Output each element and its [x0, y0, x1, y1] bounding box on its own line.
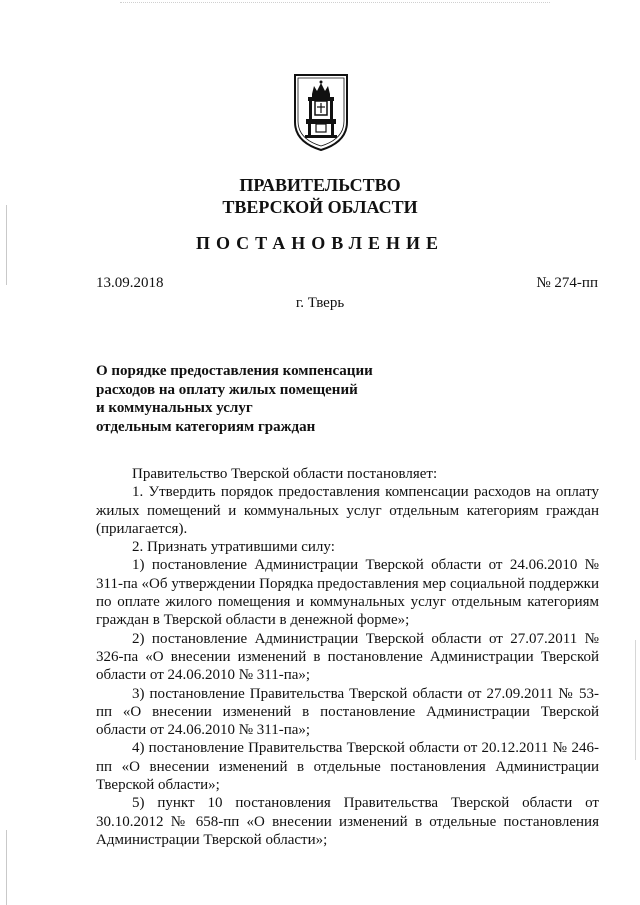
body-paragraph: 2. Признать утратившими силу:: [132, 539, 335, 556]
body-paragraph: 2) постановление Администрации Тверской области от 27.07.2011 № 326-па «О внесении изменений в постановление Администрации Тверской области от 24.06.2010 № 311-па»;: [96, 630, 599, 684]
authority-name: [0, 174, 640, 218]
document-title: [96, 362, 373, 436]
title-line-2: расходов на оплату жилых помещений: [96, 381, 358, 398]
body-paragraph: 1. Утвердить порядок предоставления компенсации расходов на оплату жилых помещений и коммунальных услуг отдельным категориям граждан (прилагается).: [96, 484, 599, 537]
title-line-1: О порядке предоставления компенсации: [96, 363, 373, 379]
coat-of-arms-icon: [292, 72, 350, 152]
body-paragraph: Правительство Тверской области постановляет:: [132, 466, 438, 482]
body-paragraph: 4) постановление Правительства Тверской области от 20.12.2011 № 246-пп «О внесении изменений в отдельные постановления Администрации Тверской области»;: [96, 740, 599, 794]
title-line-3: и коммунальных услуг: [96, 400, 253, 416]
document-city: г. Тверь: [295, 295, 345, 311]
body-paragraph: 1) постановление Администрации Тверской области от 24.06.2010 № 311-па «Об утверждении Порядка предоставления мер социальной поддержки по оплате жилого помещения и коммунальных услуг отдельным категориям граждан в Тверской области в денежной форме»;: [96, 557, 599, 629]
document-number: № 274-пп: [536, 275, 598, 291]
scan-artifact-left-edge-bottom: [6, 830, 7, 905]
scan-artifact-right-edge: [635, 640, 636, 760]
body-paragraph: 3) постановление Правительства Тверской области от 27.09.2011 № 53-пп «О внесении изменений в постановление Администрации Тверской области от 24.06.2010 № 311-па»;: [96, 685, 599, 739]
authority-line-1: ПРАВИТЕЛЬСТВО: [239, 175, 401, 195]
document-body: [96, 465, 599, 849]
document-date: 13.09.2018: [96, 275, 164, 291]
scan-artifact-top: [120, 2, 550, 4]
body-paragraph: 5) пункт 10 постановления Правительства Тверской области от 30.10.2012 № 658-пп «О внесении изменений в отдельные постановления Администрации Тверской области»;: [96, 795, 599, 848]
title-line-4: отдельным категориям граждан: [96, 418, 316, 435]
document-type-heading: ПОСТАНОВЛЕНИЕ: [195, 233, 445, 253]
authority-line-2: ТВЕРСКОЙ ОБЛАСТИ: [222, 197, 418, 217]
